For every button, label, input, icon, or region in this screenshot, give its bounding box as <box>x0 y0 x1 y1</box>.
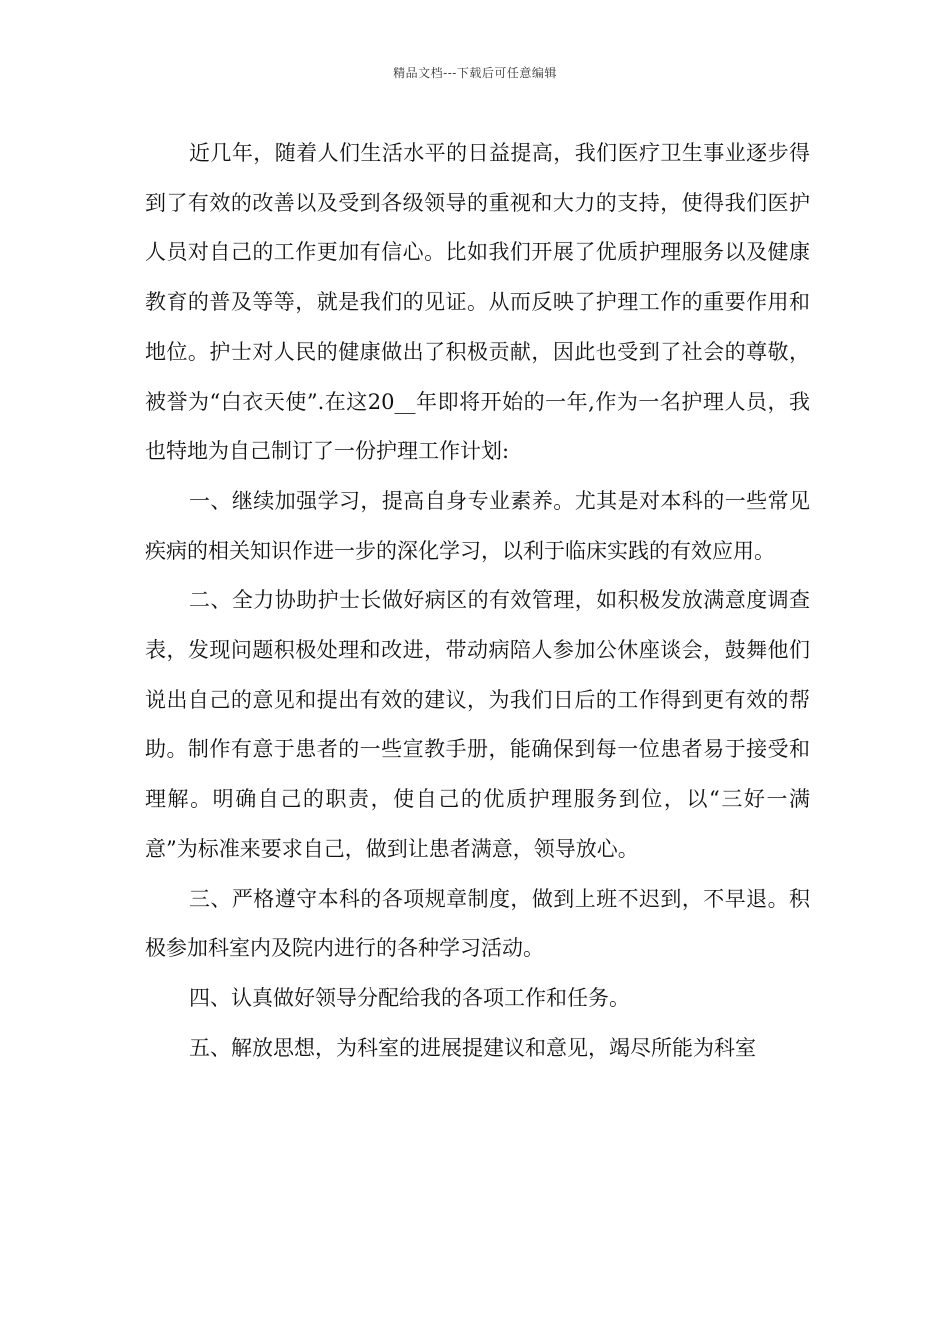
paragraph-item-5: 五、解放思想，为科室的进展提建议和意见，竭尽所能为科室 <box>189 1035 756 1060</box>
paragraph-item-2: 二、全力协助护士长做好病区的有效管理，如积极发放满意度调查表，发现问题积极处理和改进，带动病陪人参加公休座谈会，鼓舞他们说出自己的意见和提出有效的建议，为我们日后的工作得到更有效的帮助。制作有意于患者的一些宣教手册，能确保到每一位患者易于接受和理解。明确自己的职责，使自己的优质护理服务到位，以“三好一满意”为标准来要求自己，做到让患者满意，领导放心。 <box>145 588 810 861</box>
paragraph-item-4: 四、认真做好领导分配给我的各项工作和任务。 <box>189 985 630 1010</box>
page-header: 精品文档---下载后可任意编辑 <box>393 66 557 80</box>
paragraph-intro: 近几年，随着人们生活水平的日益提高，我们医疗卫生事业逐步得到了有效的改善以及受到各级领导的重视和大力的支持，使得我们医护人员对自己的工作更加有信心。比如我们开展了优质护理服务以及健康教育的普及等等，就是我们的见证。从而反映了护理工作的重要作用和地位。护士对人民的健康做出了积极贡献，因此也受到了社会的尊敬，被誉为“白衣天使”.在这20__年即将开始的一年,作为一名护理人员，我也特地为自己制订了一份护理工作计划: <box>145 141 810 464</box>
paragraph-item-1: 一、继续加强学习，提高自身专业素养。尤其是对本科的一些常见疾病的相关知识作进一步的深化学习，以利于临床实践的有效应用。 <box>145 488 810 563</box>
paragraph-item-3: 三、严格遵守本科的各项规章制度，做到上班不迟到，不早退。积极参加科室内及院内进行的各种学习活动。 <box>145 886 810 961</box>
document-body <box>145 129 810 1073</box>
